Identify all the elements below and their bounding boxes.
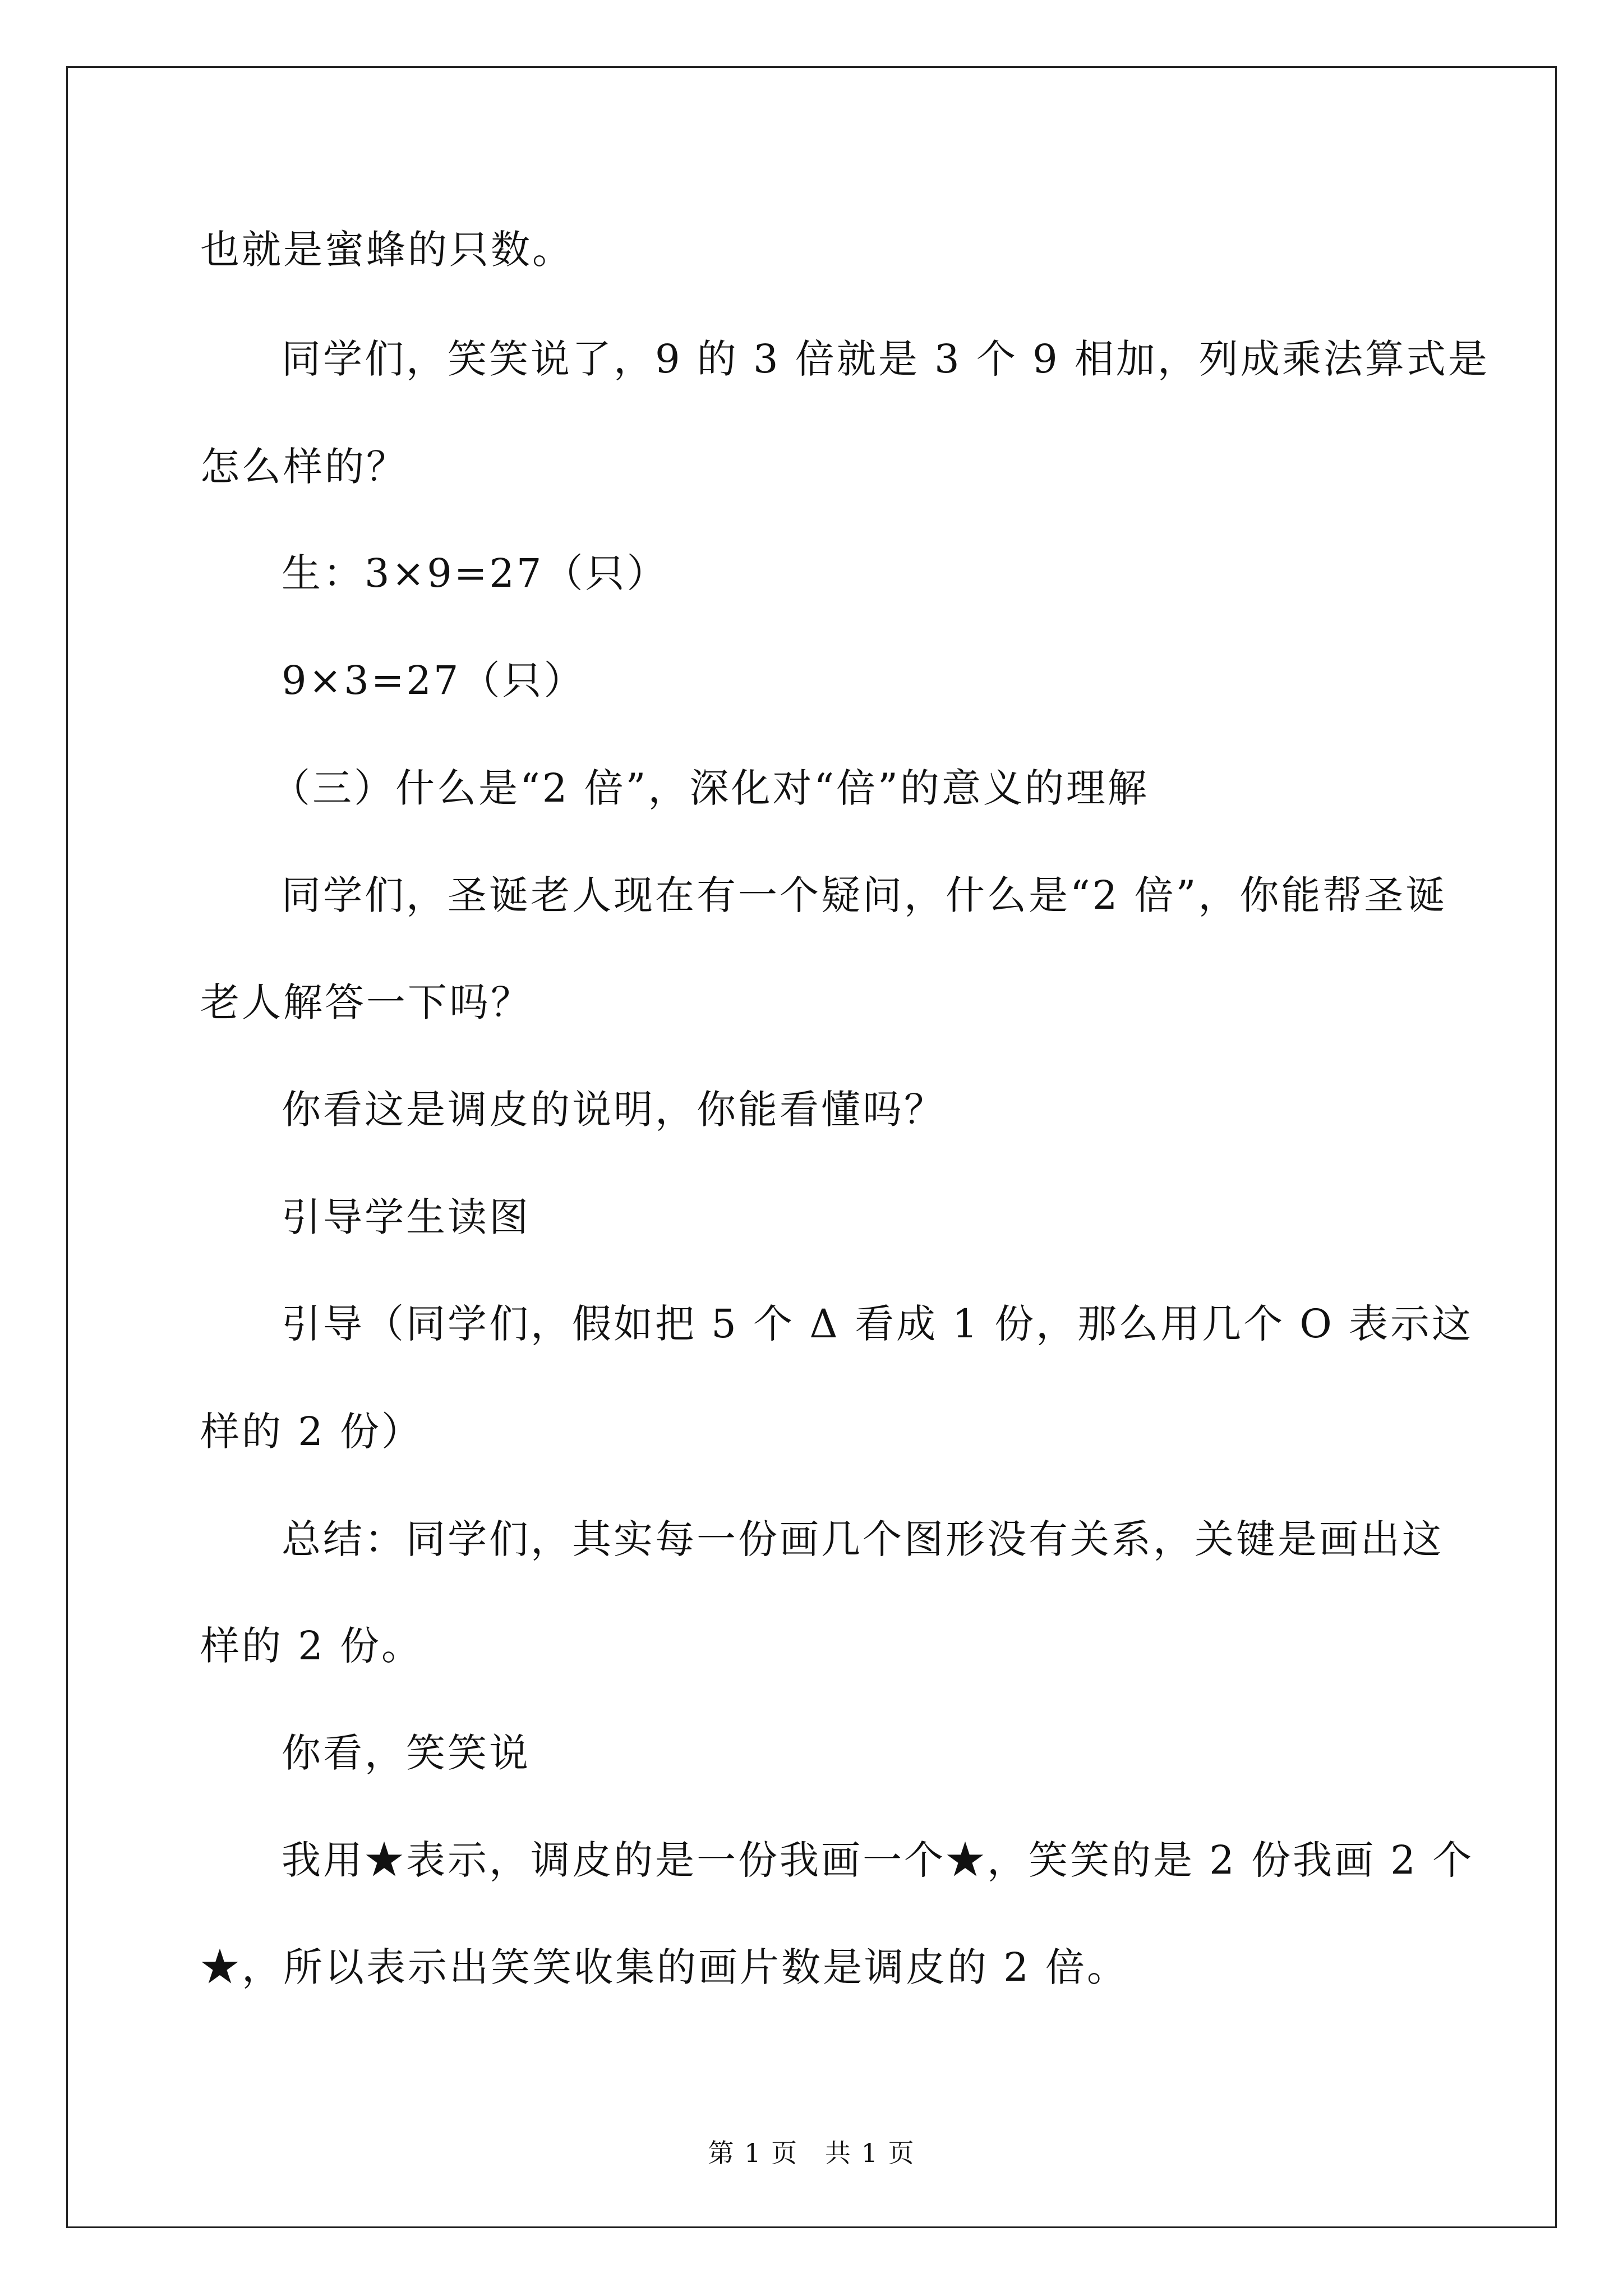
text-line-9: 你看这是调皮的说明，你能看懂吗？ xyxy=(282,1087,946,1133)
text-line-1: 也就是蜜蜂的只数。 xyxy=(200,227,574,273)
text-line-14: 样的 2 份。 xyxy=(200,1623,423,1669)
page-border xyxy=(66,66,1557,2228)
text-line-15: 你看，笑笑说 xyxy=(282,1730,531,1776)
text-line-5: 9×3=27（只） xyxy=(282,657,585,703)
page-number: 第 1 页 共 1 页 xyxy=(708,2138,915,2168)
text-line-10: 引导学生读图 xyxy=(282,1194,531,1240)
text-line-11: 引导（同学们，假如把 5 个 Δ 看成 1 份，那么用几个 O 表示这 xyxy=(282,1301,1474,1347)
text-line-16: 我用★表示，调皮的是一份我画一个★，笑笑的是 2 份我画 2 个 xyxy=(282,1837,1474,1883)
text-line-3: 怎么样的？ xyxy=(200,444,408,490)
text-line-2: 同学们，笑笑说了，9 的 3 倍就是 3 个 9 相加，列成乘法算式是 xyxy=(282,336,1490,382)
text-line-7: 同学们，圣诞老人现在有一个疑问，什么是“2 倍”，你能帮圣诞 xyxy=(282,872,1447,918)
text-line-4: 生：3×9=27（只） xyxy=(282,550,668,596)
text-line-8: 老人解答一下吗？ xyxy=(200,979,532,1025)
section-heading: （三）什么是“2 倍”，深化对“倍”的意义的理解 xyxy=(271,765,1149,811)
text-line-13: 总结：同学们，其实每一份画几个图形没有关系，关键是画出这 xyxy=(282,1516,1444,1562)
text-line-12: 样的 2 份） xyxy=(200,1409,423,1455)
text-line-17: ★，所以表示出笑笑收集的画片数是调皮的 2 倍。 xyxy=(200,1944,1129,1990)
